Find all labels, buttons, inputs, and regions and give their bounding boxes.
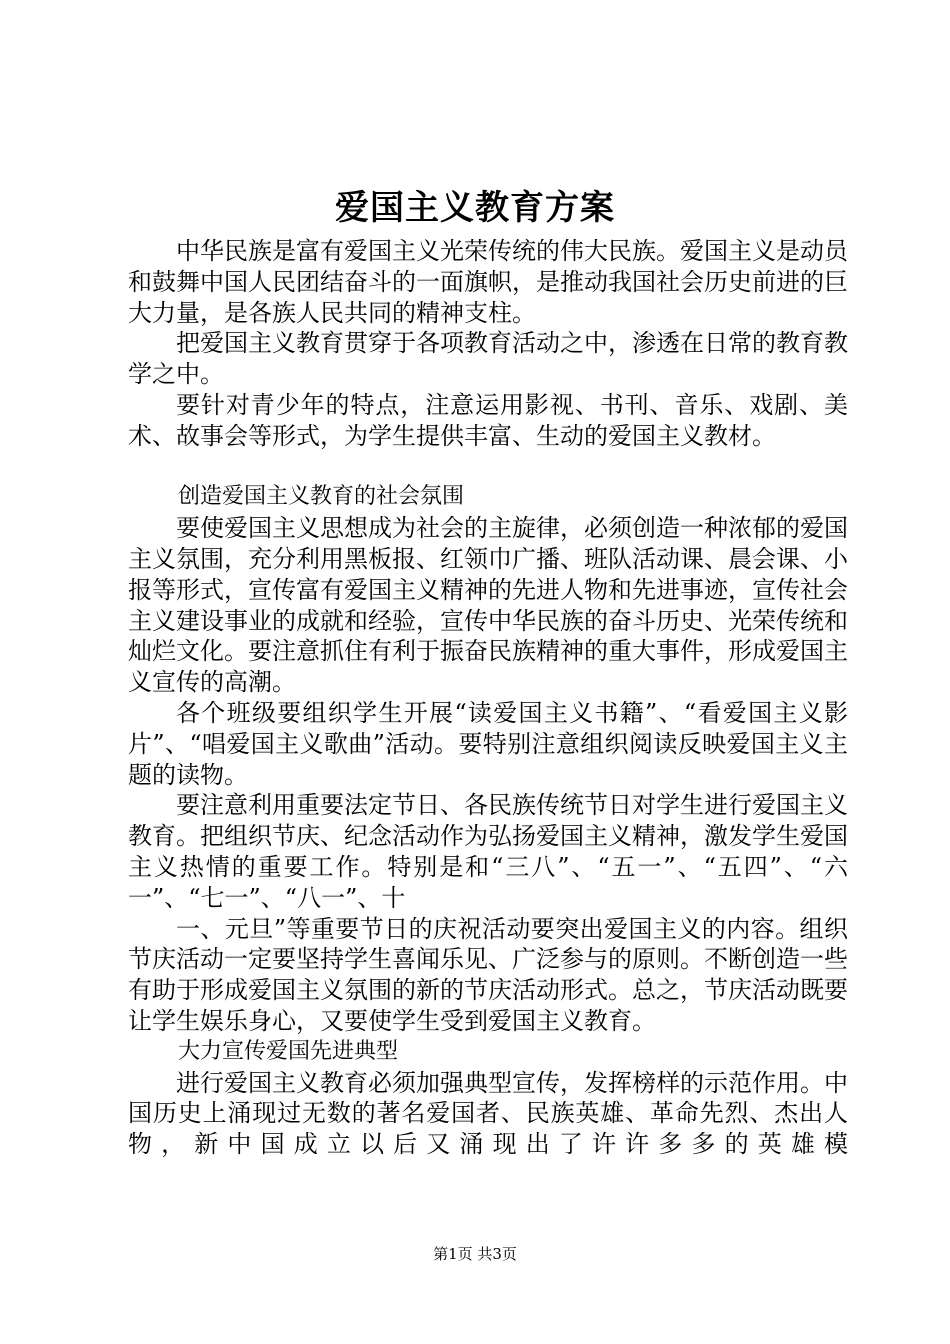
page-number-footer: 第1页 共3页 — [433, 1245, 517, 1263]
intro-paragraph-1: 中华民族是富有爱国主义光荣传统的伟大民族。爱国主义是动员和鼓舞中国人民团结奋斗的一面旗帜，是推动我国社会历史前进的巨大力量，是各族人民共同的精神支柱。 — [128, 237, 848, 327]
section-heading-2: 大力宣传爱国先进典型 — [178, 1038, 399, 1064]
intro-paragraph-3: 要针对青少年的特点，注意运用影视、书刊、音乐、戏剧、美术、故事会等形式，为学生提供丰富、生动的爱国主义教材。 — [128, 390, 848, 450]
section-heading-1: 创造爱国主义教育的社会氛围 — [178, 484, 465, 510]
section1-paragraph-3: 要注意利用重要法定节日、各民族传统节日对学生进行爱国主义教育。把组织节庆、纪念活动作为弘扬爱国主义精神，激发学生爱国主义热情的重要工作。特别是和“三八”、“五一”、“五四”、“六一”、“七一”、“八一”、十 — [128, 791, 848, 912]
section1-paragraph-4: 一、元旦”等重要节日的庆祝活动要突出爱国主义的内容。组织节庆活动一定要坚持学生喜闻乐见、广泛参与的原则。不断创造一些有助于形成爱国主义氛围的新的节庆活动形式。总之，节庆活动既要让学生娱乐身心，又要使学生受到爱国主义教育。 — [128, 914, 848, 1035]
intro-paragraph-2: 把爱国主义教育贯穿于各项教育活动之中，渗透在日常的教育教学之中。 — [128, 329, 848, 389]
section1-paragraph-1: 要使爱国主义思想成为社会的主旋律，必须创造一种浓郁的爱国主义氛围，充分利用黑板报、红领巾广播、班队活动课、晨会课、小报等形式，宣传富有爱国主义精神的先进人物和先进事迹，宣传社会主义建设事业的成就和经验，宣传中华民族的奋斗历史、光荣传统和灿烂文化。要注意抓住有利于振奋民族精神的重大事件，形成爱国主义宣传的高潮。 — [128, 514, 848, 697]
section2-paragraph-1: 进行爱国主义教育必须加强典型宣传，发挥榜样的示范作用。中国历史上涌现过无数的著名爱国者、民族英雄、革命先烈、杰出人物，新中国成立以后又涌现出了许许多多的英雄模 — [128, 1068, 848, 1159]
section1-paragraph-2: 各个班级要组织学生开展“读爱国主义书籍”、“看爱国主义影片”、“唱爱国主义歌曲”活动。要特别注意组织阅读反映爱国主义主题的读物。 — [128, 698, 848, 789]
document-title: 爱国主义教育方案 — [335, 188, 615, 228]
document-body — [128, 236, 848, 1160]
section-spacer — [128, 452, 848, 483]
